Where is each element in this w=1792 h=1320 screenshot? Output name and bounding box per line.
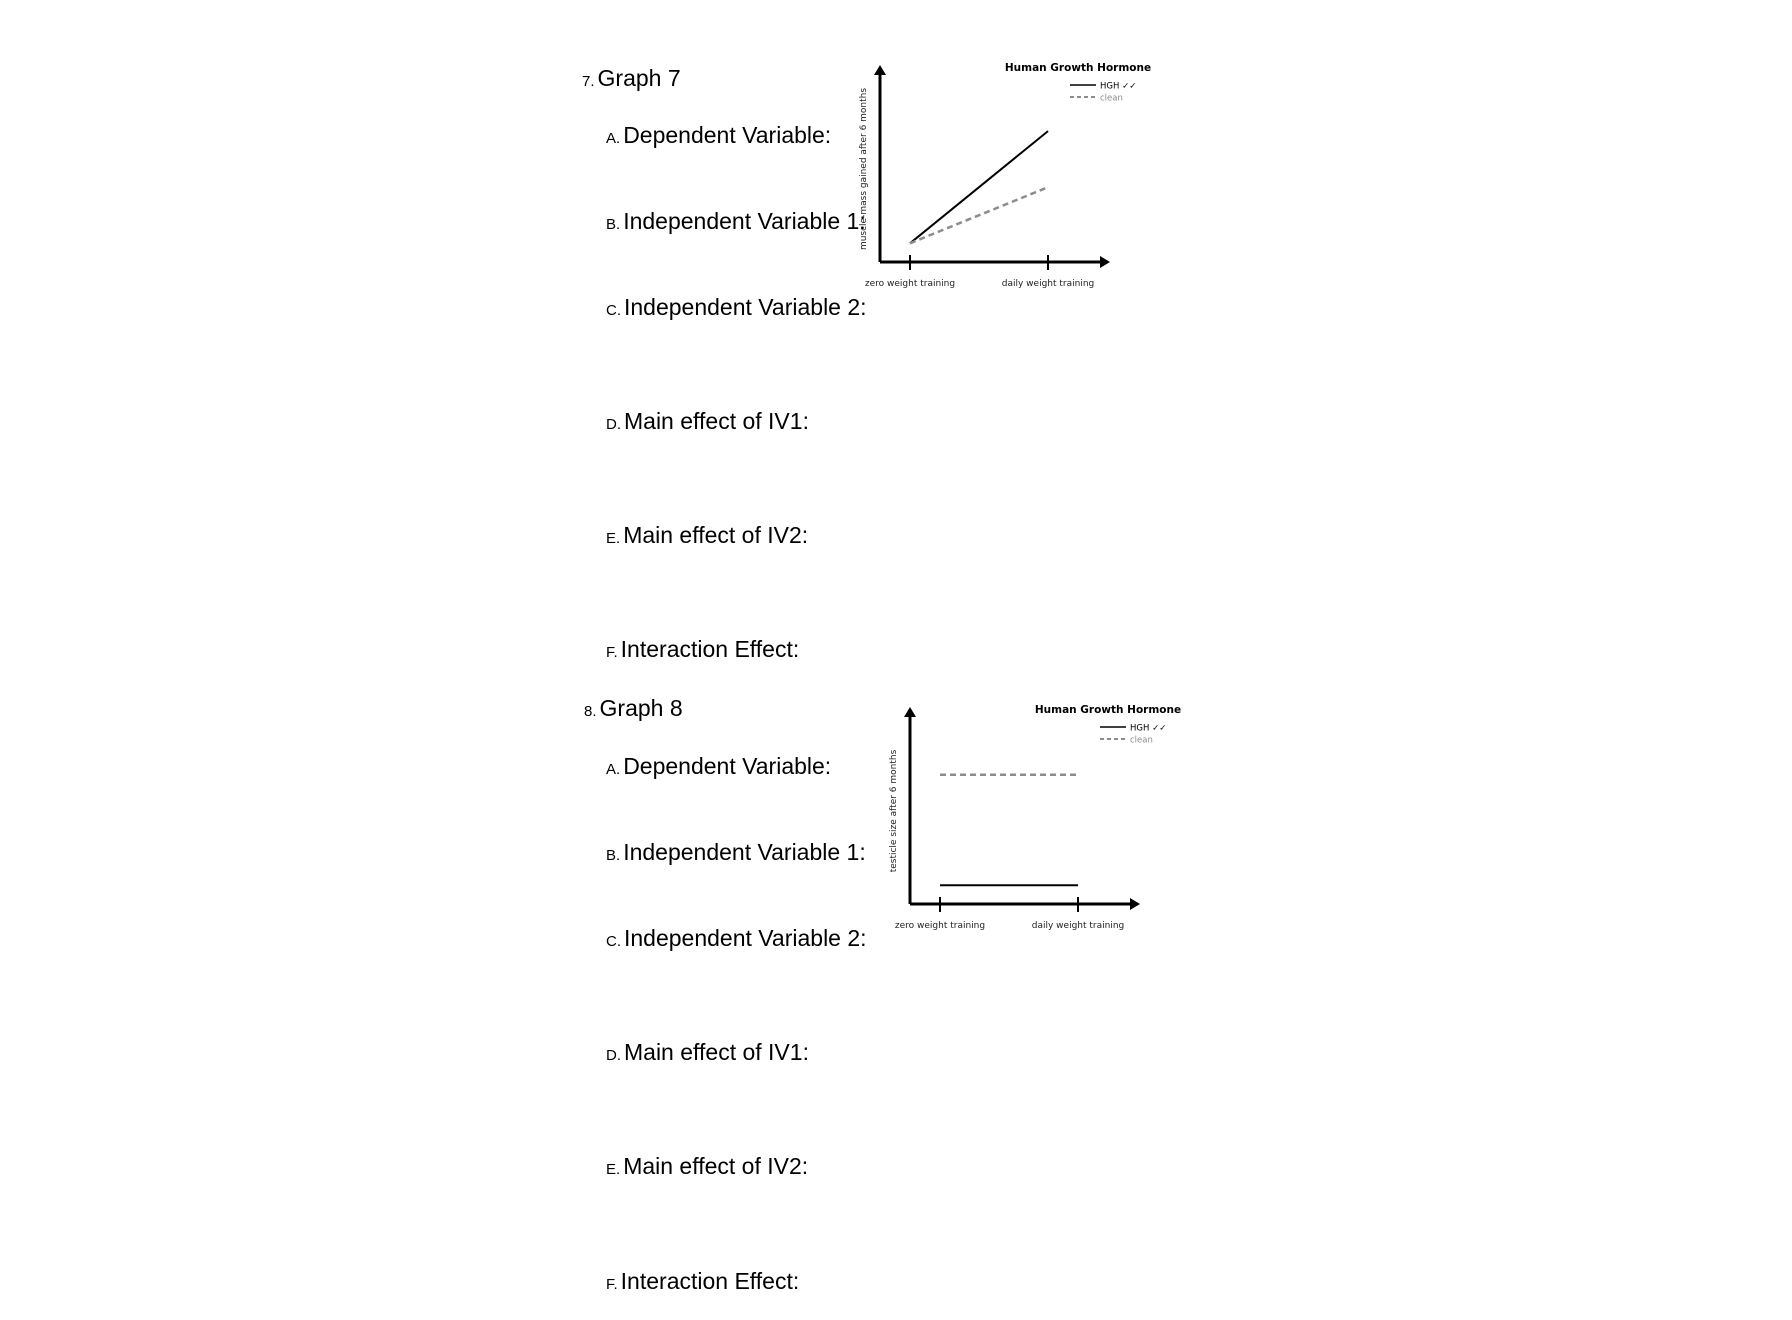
item-letter: D.: [606, 416, 621, 433]
item-letter: A.: [606, 130, 621, 147]
legend-label: clean: [1100, 93, 1123, 104]
chart-title: Human Growth Hormone: [1004, 62, 1152, 74]
item-text: Main effect of IV2:: [623, 522, 809, 548]
item-letter: C.: [606, 933, 621, 950]
item-text: Independent Variable 1:: [623, 839, 866, 865]
item-text: Independent Variable 2:: [624, 925, 867, 951]
question-heading: [584, 695, 683, 722]
question-title: Graph 7: [597, 65, 681, 91]
item-dependent-variable: [606, 753, 831, 780]
item-text: Interaction Effect:: [620, 1268, 800, 1294]
item-letter: E.: [606, 1161, 621, 1178]
item-text: Main effect of IV2:: [623, 1153, 809, 1179]
item-letter: A.: [606, 761, 621, 778]
item-letter: E.: [606, 530, 621, 547]
chart-title: Human Growth Hormone: [1034, 704, 1182, 716]
graph-8-chart: [870, 697, 1190, 937]
legend-label: HGH ✓✓: [1100, 81, 1137, 92]
item-text: Dependent Variable:: [623, 753, 832, 779]
item-text: Dependent Variable:: [623, 122, 832, 148]
item-text: Main effect of IV1:: [624, 408, 809, 434]
item-text: Independent Variable 1:: [623, 208, 866, 234]
x-tick-label: daily weight training: [1031, 921, 1125, 931]
x-axis-arrow: [1130, 898, 1140, 910]
item-independent-variable-2: [606, 925, 867, 952]
item-letter: C.: [606, 302, 621, 319]
legend-label: clean: [1130, 735, 1153, 746]
item-letter: B.: [606, 847, 621, 864]
y-axis-arrow: [904, 707, 916, 717]
item-interaction-effect: [606, 1268, 799, 1295]
item-text: Independent Variable 2:: [624, 294, 867, 320]
question-number: 8.: [584, 703, 597, 720]
item-main-effect-iv2: [606, 1153, 808, 1180]
item-main-effect-iv1: [606, 1039, 809, 1066]
legend-label: HGH ✓✓: [1130, 723, 1167, 734]
question-number: 7.: [582, 73, 595, 90]
item-letter: D.: [606, 1047, 621, 1064]
y-axis-label: testicle size after 6 months: [889, 749, 899, 873]
y-axis-label: muscle-mass gained after 6 months: [859, 87, 869, 251]
item-text: Main effect of IV1:: [624, 1039, 809, 1065]
x-tick-label: zero weight training: [864, 279, 956, 289]
question-title: Graph 8: [599, 695, 683, 721]
item-letter: F.: [606, 644, 618, 661]
item-text: Interaction Effect:: [620, 636, 800, 662]
item-letter: B.: [606, 216, 621, 233]
x-tick-label: zero weight training: [894, 921, 986, 931]
item-independent-variable-1: [606, 839, 866, 866]
x-tick-label: daily weight training: [1001, 279, 1095, 289]
item-letter: F.: [606, 1276, 618, 1293]
